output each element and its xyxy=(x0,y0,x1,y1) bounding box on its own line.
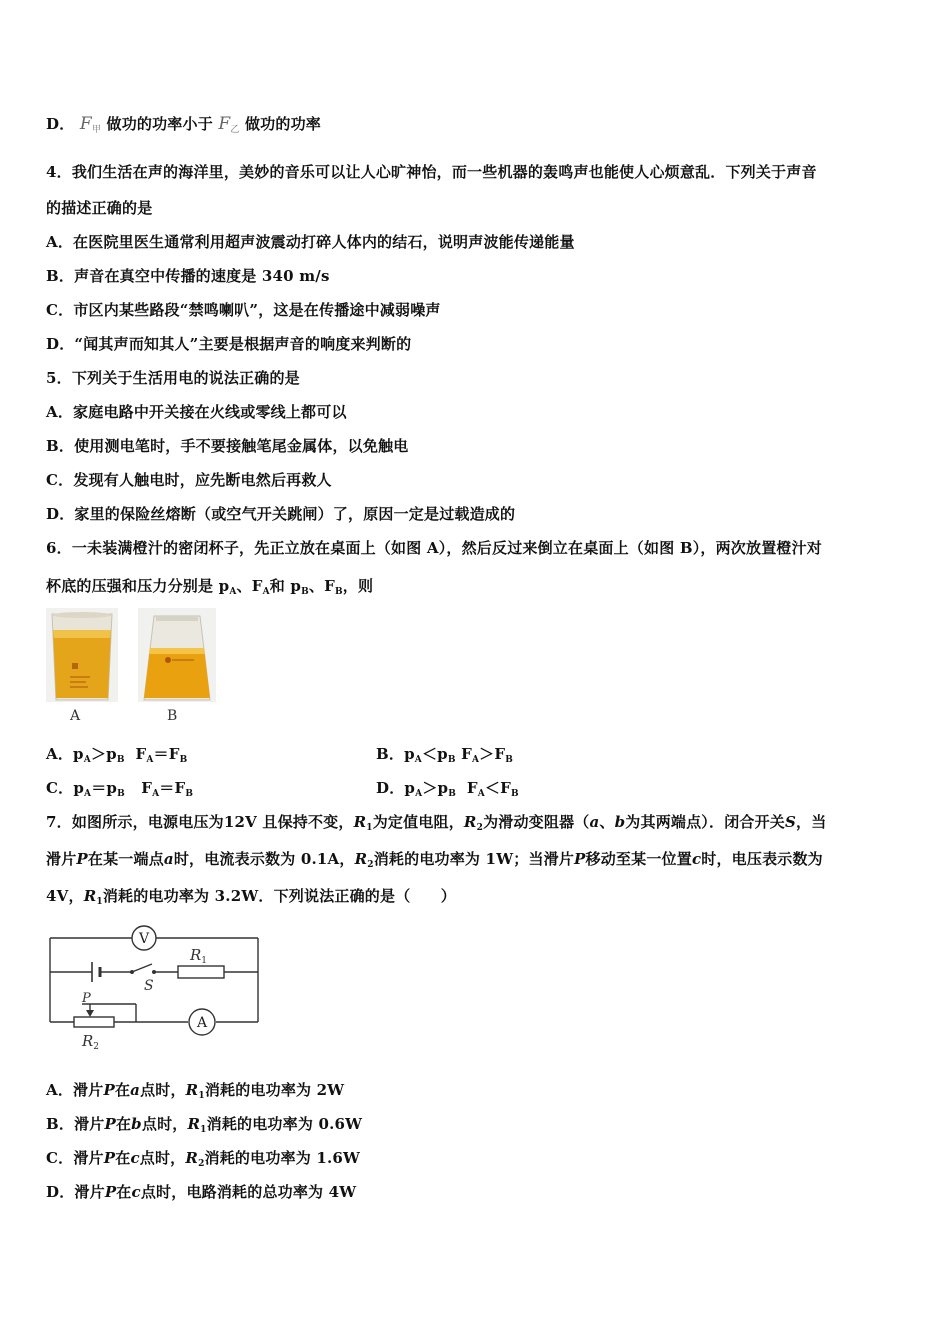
switch-contact xyxy=(152,970,156,974)
q4-option-b: B．声音在真空中传播的速度是 340 m/s xyxy=(46,267,330,285)
q7-option-c: C．滑片P在c点时，$R_2$消耗的电功率为 1.6W xyxy=(46,1149,361,1169)
option-text: 做功的功率小于 xyxy=(106,115,213,133)
q6-option-a: A．$p_A>p_B$ $F_A=F_B$ xyxy=(46,745,188,765)
rheostat-r2 xyxy=(74,1017,114,1027)
q4-stem-line1: 4．我们生活在声的海洋里，美妙的音乐可以让人心旷神怡，而一些机器的轰鸣声也能使人心烦意乱．下列关于声音 xyxy=(46,163,817,181)
r2-label: $R_2$ xyxy=(82,1032,100,1052)
circuit-diagram xyxy=(44,922,266,1058)
option-label: D． xyxy=(46,115,75,133)
cup-photo-b xyxy=(138,608,210,723)
q3-option-d xyxy=(46,114,321,134)
ammeter-label: A xyxy=(196,1015,208,1031)
resistor-r1 xyxy=(178,966,224,978)
q6-stem-line1: 6．一未装满橙汁的密闭杯子，先正立放在桌面上（如图 A），然后反过来倒立在桌面上（如图 B），两次放置橙汁对 xyxy=(46,539,823,557)
q4-option-d: D．“闻其声而知其人”主要是根据声音的响度来判断的 xyxy=(46,335,412,353)
option-text: 做功的功率 xyxy=(244,115,321,133)
q7-option-d: D．滑片P在c点时，电路消耗的总功率为 4W xyxy=(46,1183,357,1201)
cup-photo-a xyxy=(46,608,118,723)
q5-option-c: C．发现有人触电时，应先断电然后再救人 xyxy=(46,471,332,489)
cup-photo-a-label: A xyxy=(70,708,81,723)
q5-option-a: A．家庭电路中开关接在火线或零线上都可以 xyxy=(46,403,347,421)
voltmeter-label: V xyxy=(138,931,150,947)
q7-stem-line1: 7．如图所示，电源电压为12V 且保持不变，$R_1$为定值电阻，$R_2$为滑动变阻器（a、b为其两端点）．闭合开关S，当 xyxy=(46,813,827,833)
q4-stem-line2: 的描述正确的是 xyxy=(46,199,153,217)
q6-stem-line2: 杯底的压强和压力分别是 $p_A$、$F_A$和 $p_B$、$F_B$，则 xyxy=(46,577,374,597)
q7-stem-line3: 4V，$R_1$消耗的电功率为 3.2W．下列说法正确的是（ ） xyxy=(46,887,456,907)
q6-option-c: C．$p_A=p_B$ $F_A=F_B$ xyxy=(46,779,194,799)
q7-option-a: A．滑片P在a点时，$R_1$消耗的电功率为 2W xyxy=(46,1081,345,1101)
switch-label: S xyxy=(144,978,154,994)
slider-arrow xyxy=(86,1010,94,1017)
q4-option-a: A．在医院里医生通常利用超声波震动打碎人体内的结石，说明声波能传递能量 xyxy=(46,233,575,251)
switch-pivot xyxy=(130,970,134,974)
q5-stem: 5．下列关于生活用电的说法正确的是 xyxy=(46,369,300,387)
cup-photo-b-label: B xyxy=(167,708,178,723)
q5-option-b: B．使用测电笔时，手不要接触笔尾金属体，以免触电 xyxy=(46,437,409,455)
q6-option-b: B．$p_A<p_B$ $F_A>F_B$ xyxy=(376,745,514,765)
q6-option-d: D．$p_A>p_B$ $F_A<F_B$ xyxy=(376,779,519,799)
q7-option-b: B．滑片P在b点时，$R_1$消耗的电功率为 0.6W xyxy=(46,1115,363,1135)
q4-option-c: C．市区内某些路段“禁鸣喇叭”，这是在传播途中减弱噪声 xyxy=(46,301,441,319)
f-yi-symbol: $F_乙$ xyxy=(218,114,240,135)
q7-stem-line2: 滑片P在某一端点a时，电流表示数为 0.1A，$R_2$消耗的电功率为 1W；当滑片P移动至某一位置c时，电压表示数为 xyxy=(46,850,823,870)
slider-p-label: P xyxy=(82,991,91,1006)
q5-option-d: D．家里的保险丝熔断（或空气开关跳闸）了，原因一定是过载造成的 xyxy=(46,505,516,523)
f-jia-symbol: $F_甲$ xyxy=(79,114,102,135)
r1-label: $R_1$ xyxy=(190,946,208,966)
